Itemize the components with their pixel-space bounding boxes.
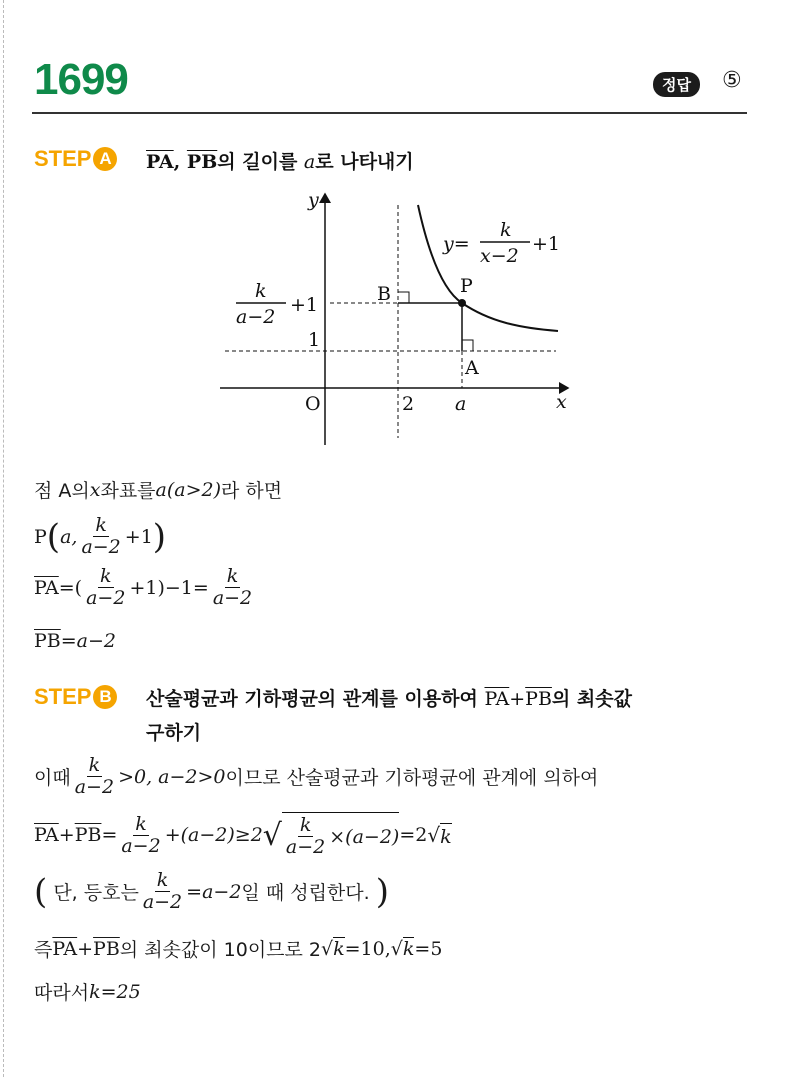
line-3 [34, 566, 256, 609]
answer-badge: 정답 [653, 72, 700, 97]
square-root: √ k [427, 823, 452, 848]
segment-pb: $\overline{PB}$ [93, 937, 120, 960]
right-angle-a [462, 340, 473, 351]
step-a-badge [34, 146, 117, 172]
math: =a−2 [60, 630, 117, 652]
math: +1)−1= [129, 576, 209, 599]
paren: ) [152, 516, 167, 557]
label-b: B [377, 283, 391, 305]
math: =10, [344, 937, 391, 960]
label-p: P [460, 275, 473, 297]
text: 따라서 [34, 982, 90, 1004]
math: = [101, 824, 118, 846]
tick-a: a [455, 393, 467, 415]
step-label: STEP [34, 684, 92, 709]
step-b-title-cont: 구하기 [146, 722, 202, 744]
step-letter: A [93, 147, 117, 171]
fraction: $\frac{k}{a-2}$ [81, 514, 121, 558]
point-p [458, 299, 466, 307]
line-8: 즉 $\overline{PA}$ + $\overline{PB}$ 의 최솟값이 10이므로 2 √ k =10, √ k =5 [34, 935, 442, 962]
segment-pa: $\overline{PA}$ [34, 824, 59, 846]
text: P [34, 525, 47, 548]
text: 라 하면 [221, 480, 283, 502]
y-axis-label: y [308, 189, 319, 211]
step-letter: B [93, 685, 117, 709]
graph [0, 180, 795, 455]
math: +(a−2)≥2 [164, 824, 263, 846]
page-edge [3, 0, 4, 1077]
text: 이므로 산술평균과 기하평균에 관계에 의하여 [225, 767, 599, 789]
plus: + [509, 688, 526, 710]
tick-1: 1 [308, 329, 321, 351]
ylabel-rest: +1 [290, 294, 319, 316]
sqrt-k: k [333, 938, 345, 960]
title-text: 의 길이를 [217, 151, 304, 173]
answer-value: ⑤ [722, 68, 742, 93]
paren: ( [34, 871, 48, 912]
segment-pa: $\overline{PA}$ [34, 576, 59, 599]
var-a: a [303, 151, 316, 173]
title-text: 의 최솟값 [551, 688, 632, 710]
step-a-title [146, 147, 414, 174]
text: 좌표를 [100, 480, 156, 502]
text: 의 최솟값이 10이므로 2 [119, 939, 322, 961]
segment-pb: $\overline{PB}$ [525, 688, 552, 710]
ylabel-num: k [255, 280, 267, 302]
fraction: $\frac{k}{a-2}$ [74, 754, 115, 798]
origin-label: O [305, 393, 321, 415]
step-b-badge [34, 684, 117, 710]
line-7 [34, 870, 389, 913]
text: 이때 [34, 767, 71, 789]
math: k=25 [89, 980, 141, 1003]
line-5 [34, 755, 598, 798]
paren: ( [46, 516, 61, 557]
fraction: $\frac{k}{a-2}$ [121, 812, 161, 857]
line-9 [34, 978, 141, 1005]
math: =2 [399, 824, 428, 846]
math: =( [58, 576, 83, 599]
comma: , [173, 151, 181, 173]
curve-eq-lhs: y= [443, 233, 470, 255]
segment-pa: $\overline{PA}$ [484, 688, 510, 710]
line-6 [34, 812, 452, 858]
text: 즉 [34, 939, 53, 961]
title-text: 산술평균과 기하평균의 관계를 이용하여 [146, 688, 485, 710]
fraction: $\frac{k}{a-2}$ [86, 565, 126, 609]
line-1 [34, 476, 282, 503]
segment-pa: $\overline{PA}$ [52, 937, 78, 960]
fraction: $\frac{k}{a-2}$ [212, 565, 253, 609]
hyperbola-curve [418, 205, 561, 331]
ylabel-den: a−2 [236, 306, 276, 328]
text: 단, 등호는 [53, 882, 139, 904]
divider [32, 112, 747, 114]
sqrt-k: k [402, 938, 415, 960]
text: 점 A의 [34, 480, 90, 502]
plus: + [77, 937, 94, 960]
x-axis-label: x [556, 391, 567, 413]
math: =a−2 [186, 880, 242, 903]
title-text: 로 나타내기 [315, 151, 414, 173]
segment-pa: $\overline{PA}$ [146, 151, 174, 173]
math: +1 [124, 525, 153, 548]
text: 일 때 성립한다. [241, 882, 370, 904]
plus: + [58, 824, 75, 846]
curve-eq-rest: +1 [532, 233, 561, 255]
line-2 [34, 515, 166, 558]
right-angle-b [398, 292, 409, 303]
segment-pb: $\overline{PB}$ [74, 824, 102, 846]
step-label: STEP [34, 146, 92, 171]
math: a, [60, 525, 78, 548]
tick-2: 2 [402, 393, 415, 415]
paren: ) [375, 871, 389, 912]
curve-eq-num: k [500, 219, 512, 241]
math: a(a>2) [155, 478, 222, 501]
curve-eq-den: x−2 [480, 245, 519, 267]
var: x [89, 478, 101, 501]
square-root: √ $\frac{k}{a-2}$ ×(a−2) [262, 814, 400, 858]
line-4 [34, 630, 116, 652]
segment-pb: $\overline{PB}$ [34, 630, 61, 652]
fraction: $\frac{k}{a-2}$ [142, 869, 183, 913]
math: =5 [414, 937, 443, 960]
segment-pb: $\overline{PB}$ [186, 151, 218, 173]
math: >0, a−2>0 [118, 765, 226, 788]
label-a: A [465, 357, 479, 379]
step-b-title [146, 684, 632, 711]
problem-number: 1699 [34, 55, 128, 104]
